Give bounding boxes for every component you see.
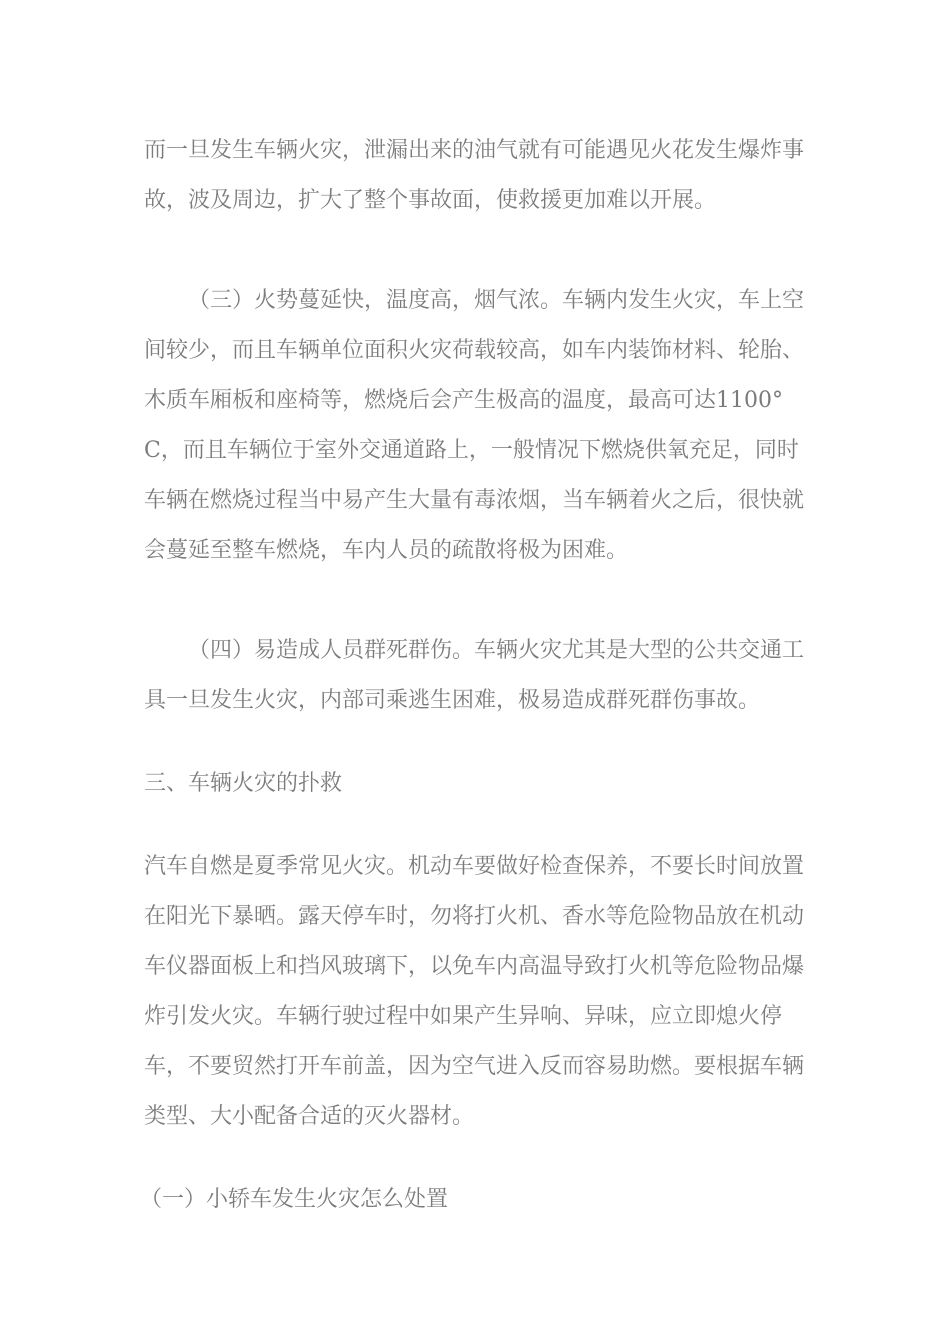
subheading-car-fire-handling: （一）小轿车发生火灾怎么处置 xyxy=(140,1187,449,1212)
paragraph-mass-casualties: （四）易造成人员群死群伤。车辆火灾尤其是大型的公共交通工具一旦发生火灾，内部司乘逃生困难，极易造成群死群伤事故。 xyxy=(144,638,805,713)
document-body xyxy=(140,126,806,1225)
paragraph-explosion-risk: 而一旦发生车辆火灾，泄漏出来的油气就有可能遇见火花发生爆炸事故，波及周边，扩大了整个事故面，使救援更加难以开展。 xyxy=(144,138,805,213)
paragraph-spontaneous-combustion: 汽车自燃是夏季常见火灾。机动车要做好检查保养，不要长时间放置在阳光下暴晒。露天停车时，勿将打火机、香水等危险物品放在机动车仪器面板上和挡风玻璃下，以免车内高温导致打火机等危险物品爆炸引发火灾。车辆行驶过程中如果产生异响、异味，应立即熄火停车，不要贸然打开车前盖，因为空气进入反而容易助燃。要根据车辆类型、大小配备合适的灭火器材。 xyxy=(144,854,805,1129)
section-heading-fire-fighting: 三、车辆火灾的扑救 xyxy=(144,771,343,796)
paragraph-fire-spread: （三）火势蔓延快，温度高，烟气浓。车辆内发生火灾，车上空间较少，而且车辆单位面积火灾荷载较高，如车内装饰材料、轮胎、木质车厢板和座椅等，燃烧后会产生极高的温度，最高可达1100°C，而且车辆位于室外交通道路上，一般情况下燃烧供氧充足，同时车辆在燃烧过程当中易产生大量有毒浓烟，当车辆着火之后，很快就会蔓延至整车燃烧，车内人员的疏散将极为困难。 xyxy=(144,288,805,563)
